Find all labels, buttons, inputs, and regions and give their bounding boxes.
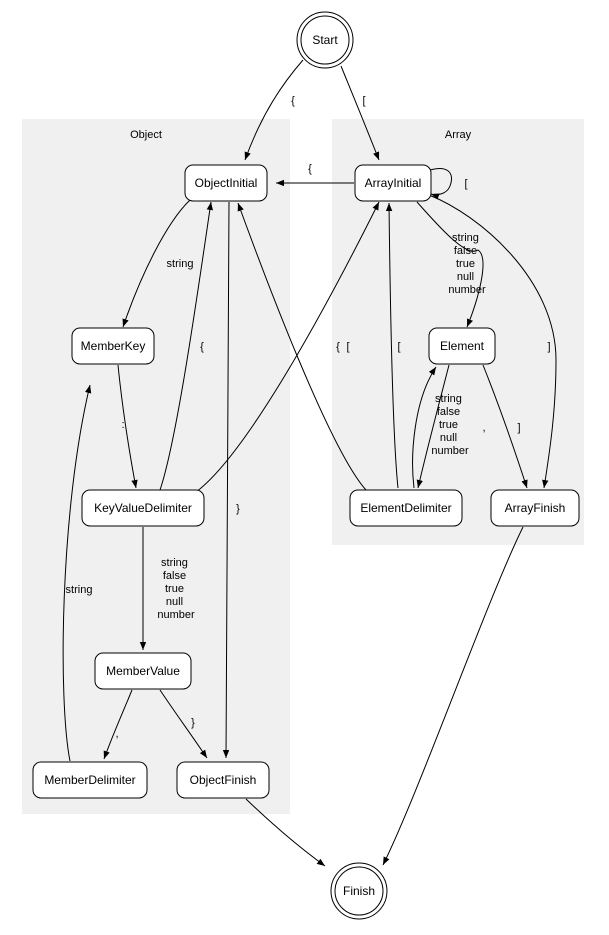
edge-label-close-bracket-ai: ] <box>547 341 551 353</box>
edge-label-brace-ed-object: { <box>336 341 340 353</box>
edge-label-valuetokens-1: string false true null number <box>157 557 195 621</box>
node-arrayinitial-label: ArrayInitial <box>364 176 422 191</box>
edge-label-close-brace-oi: } <box>236 503 240 515</box>
node-memberkey[interactable] <box>72 328 154 364</box>
edge-label-bracket-self: [ <box>464 178 468 190</box>
edge-label-close-bracket-element: ] <box>517 422 521 434</box>
edge-label-string-memberdelim: string <box>65 584 93 596</box>
node-objectfinish-label: ObjectFinish <box>189 773 257 788</box>
edge-label-open-brace: { <box>291 95 295 107</box>
edge-label-bracket-ed-array: [ <box>397 341 401 353</box>
node-elementdelimiter-label: ElementDelimiter <box>360 501 452 516</box>
node-finish[interactable] <box>331 863 387 919</box>
node-arrayfinish-label: ArrayFinish <box>504 501 566 516</box>
cluster-object <box>22 119 290 814</box>
edge-label-comma-member: , <box>115 728 119 740</box>
edge-label-comma-element: , <box>482 422 486 434</box>
node-arrayinitial[interactable] <box>355 165 431 201</box>
edge-arrayfinish-to-finish <box>383 527 523 865</box>
cluster-array-label: Array <box>444 129 472 141</box>
node-memberkey-label: MemberKey <box>80 339 146 354</box>
node-finish-label: Finish <box>342 884 376 899</box>
node-objectfinish[interactable] <box>177 762 269 798</box>
node-elementdelimiter[interactable] <box>350 490 462 526</box>
node-element[interactable] <box>429 328 495 364</box>
edge-label-valuetokens-3: string false true null number <box>431 393 469 457</box>
node-element-label: Element <box>439 339 485 354</box>
edge-label-bracket-kvd-array: [ <box>346 341 350 353</box>
edge-label-valuetokens-2: string false true null number <box>448 232 486 296</box>
node-arrayfinish[interactable] <box>491 490 579 526</box>
node-objectinitial[interactable] <box>185 165 267 201</box>
node-start-label: Start <box>312 33 338 48</box>
edge-label-string-memberkey: string <box>166 258 194 270</box>
node-start[interactable] <box>297 12 353 68</box>
node-keyvaluedelimiter[interactable] <box>82 490 204 526</box>
node-membervalue[interactable] <box>95 653 191 689</box>
edge-label-open-bracket: [ <box>362 95 366 107</box>
node-memberdelimiter[interactable] <box>33 762 147 798</box>
edge-label-close-brace-mv: } <box>191 717 195 729</box>
node-memberdelimiter-label: MemberDelimiter <box>44 773 136 788</box>
edge-label-brace-array-to-object: { <box>308 163 312 175</box>
node-objectinitial-label: ObjectInitial <box>194 176 258 191</box>
cluster-object-label: Object <box>130 129 162 141</box>
node-membervalue-label: MemberValue <box>106 664 180 679</box>
node-keyvaluedelimiter-label: KeyValueDelimiter <box>94 501 192 516</box>
edge-label-colon: : <box>121 419 125 431</box>
edge-label-brace-kvd-object: { <box>200 341 204 353</box>
